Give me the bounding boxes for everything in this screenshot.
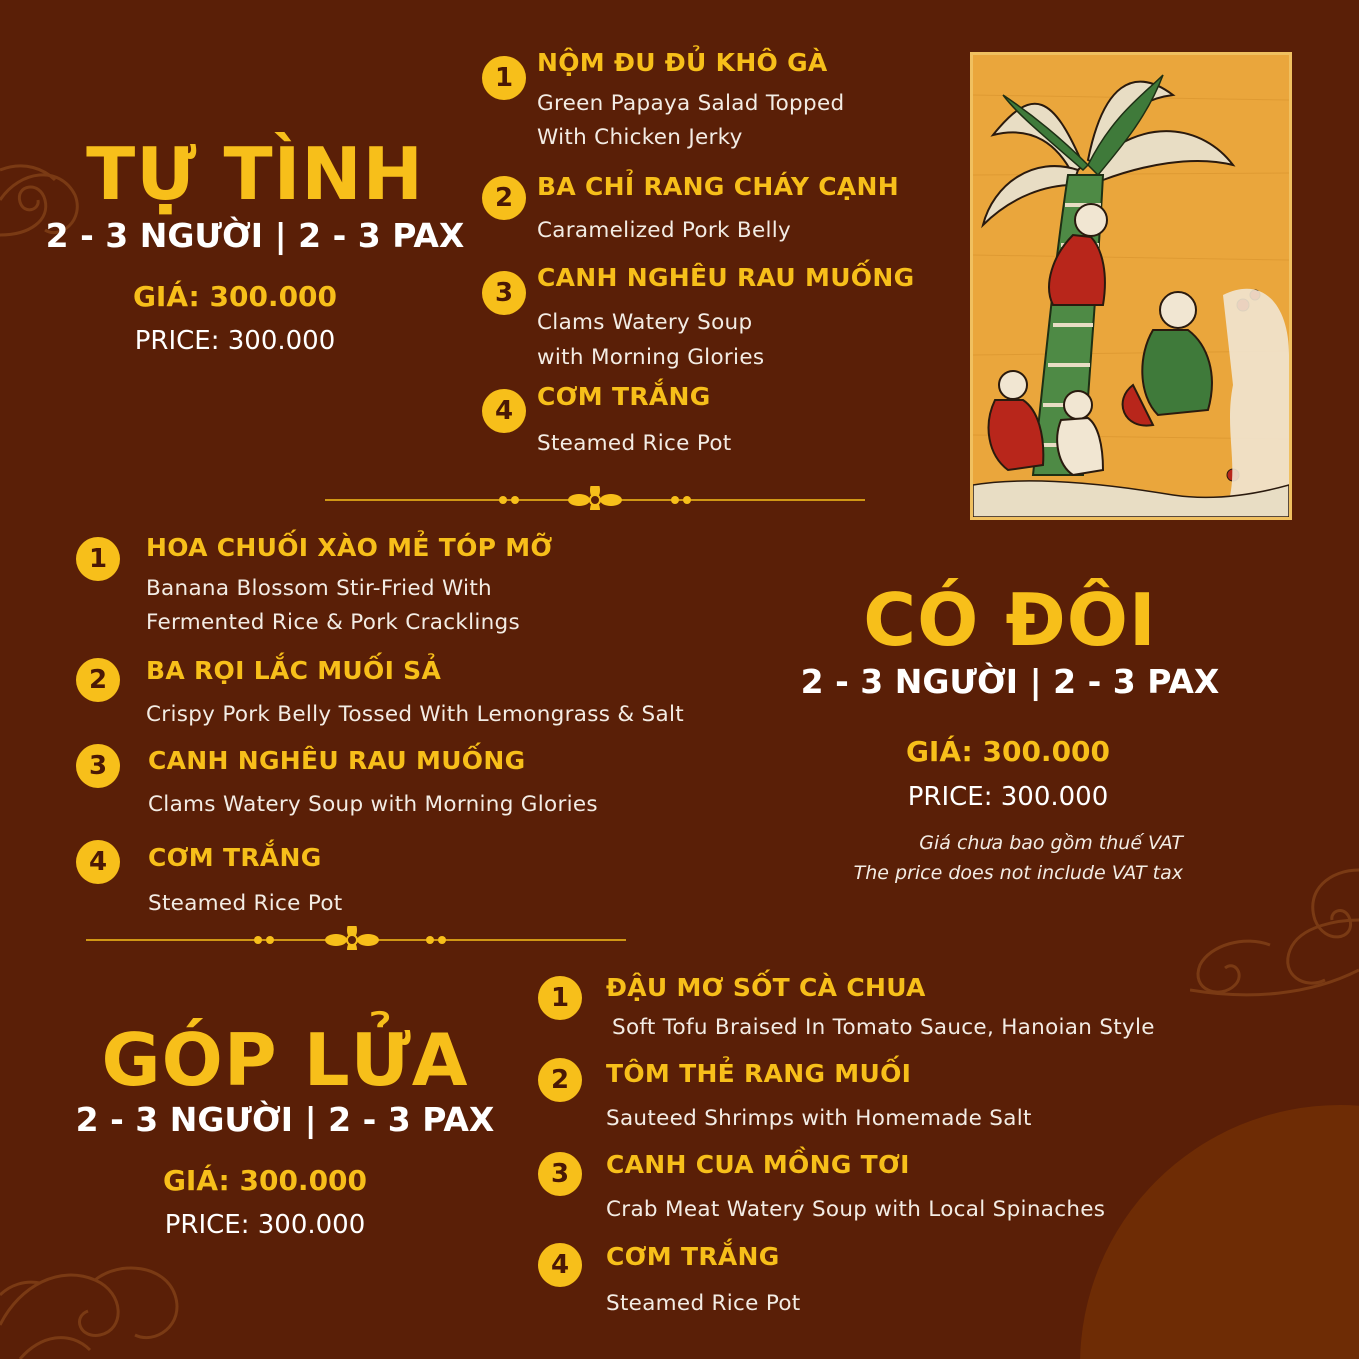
dish-name-en: Soft Tofu Braised In Tomato Sauce, Hanoian Style bbox=[612, 1015, 1155, 1040]
dish-name-vn: ĐẬU MƠ SỐT CÀ CHUA bbox=[606, 973, 926, 1002]
vat-note-vn: Giá chưa bao gồm thuế VAT bbox=[919, 832, 1183, 854]
dish-number-badge: 2 bbox=[482, 176, 526, 220]
dish-name-en: Crispy Pork Belly Tossed With Lemongrass & Salt bbox=[146, 702, 684, 727]
dish-name-en: Banana Blossom Stir-Fried With bbox=[146, 576, 492, 601]
dish-name-vn: HOA CHUỐI XÀO MẺ TÓP MỠ bbox=[146, 533, 553, 562]
dish-number-badge: 4 bbox=[538, 1243, 582, 1287]
dish-number-badge: 3 bbox=[482, 271, 526, 315]
dish-name-vn: BA RỌI LẮC MUỐI SẢ bbox=[146, 656, 442, 685]
dish-number-badge: 4 bbox=[482, 389, 526, 433]
combo-price-vn: GIÁ: 300.000 bbox=[162, 1164, 368, 1197]
cloud-ornament-icon bbox=[1190, 860, 1359, 1010]
dish-name-en: Steamed Rice Pot bbox=[606, 1291, 801, 1316]
vat-note-en: The price does not include VAT tax bbox=[853, 862, 1183, 884]
dish-number-badge: 2 bbox=[538, 1058, 582, 1102]
combo-pax: 2 - 3 NGƯỜI | 2 - 3 PAX bbox=[800, 662, 1220, 701]
dish-number-badge: 1 bbox=[538, 976, 582, 1020]
dish-name-en: Sauteed Shrimps with Homemade Salt bbox=[606, 1106, 1032, 1131]
dish-number-badge: 3 bbox=[538, 1152, 582, 1196]
dish-name-en: Clams Watery Soup with Morning Glories bbox=[148, 792, 598, 817]
dish-name-vn: CANH NGHÊU RAU MUỐNG bbox=[148, 746, 526, 775]
folk-painting-icon bbox=[970, 52, 1292, 520]
flower-divider-icon bbox=[325, 486, 865, 510]
dish-name-vn: NỘM ĐU ĐỦ KHÔ GÀ bbox=[537, 48, 828, 77]
dish-name-en: Caramelized Pork Belly bbox=[537, 218, 792, 243]
dish-name-vn: CƠM TRẮNG bbox=[537, 382, 711, 411]
dish-name-en: With Chicken Jerky bbox=[537, 125, 743, 150]
combo-title: GÓP LỬA bbox=[101, 1018, 469, 1102]
dish-number-badge: 3 bbox=[76, 744, 120, 788]
dish-name-en: Crab Meat Watery Soup with Local Spinaches bbox=[606, 1197, 1106, 1222]
combo-price-vn: GIÁ: 300.000 bbox=[905, 735, 1111, 768]
dish-name-en: Steamed Rice Pot bbox=[537, 431, 732, 456]
dish-name-en: with Morning Glories bbox=[537, 345, 765, 370]
dish-name-vn: CANH CUA MỒNG TƠI bbox=[606, 1150, 910, 1179]
combo-price-en: PRICE: 300.000 bbox=[164, 1210, 366, 1240]
dish-number-badge: 4 bbox=[76, 840, 120, 884]
combo-price-en: PRICE: 300.000 bbox=[134, 326, 336, 356]
combo-price-en: PRICE: 300.000 bbox=[907, 782, 1109, 812]
cloud-ornament-icon bbox=[0, 1255, 190, 1359]
dish-number-badge: 1 bbox=[482, 56, 526, 100]
dish-number-badge: 1 bbox=[76, 537, 120, 581]
combo-pax: 2 - 3 NGƯỜI | 2 - 3 PAX bbox=[75, 1100, 495, 1139]
dish-name-en: Clams Watery Soup bbox=[537, 310, 753, 335]
dish-name-en: Green Papaya Salad Topped bbox=[537, 91, 845, 116]
dish-name-vn: BA CHỈ RANG CHÁY CẠNH bbox=[537, 172, 900, 201]
dish-name-vn: CƠM TRẮNG bbox=[606, 1242, 780, 1271]
dish-name-en: Fermented Rice & Pork Cracklings bbox=[146, 610, 521, 635]
dish-name-vn: CANH NGHÊU RAU MUỐNG bbox=[537, 263, 915, 292]
dish-name-en: Steamed Rice Pot bbox=[148, 891, 343, 916]
combo-title: CÓ ĐÔI bbox=[863, 578, 1157, 662]
dish-number-badge: 2 bbox=[76, 658, 120, 702]
combo-pax: 2 - 3 NGƯỜI | 2 - 3 PAX bbox=[45, 216, 465, 255]
combo-title: TỰ TÌNH bbox=[86, 132, 424, 216]
combo-price-vn: GIÁ: 300.000 bbox=[132, 280, 338, 313]
dish-name-vn: CƠM TRẮNG bbox=[148, 843, 322, 872]
flower-divider-icon bbox=[86, 926, 626, 950]
dish-name-vn: TÔM THẺ RANG MUỐI bbox=[606, 1059, 912, 1088]
